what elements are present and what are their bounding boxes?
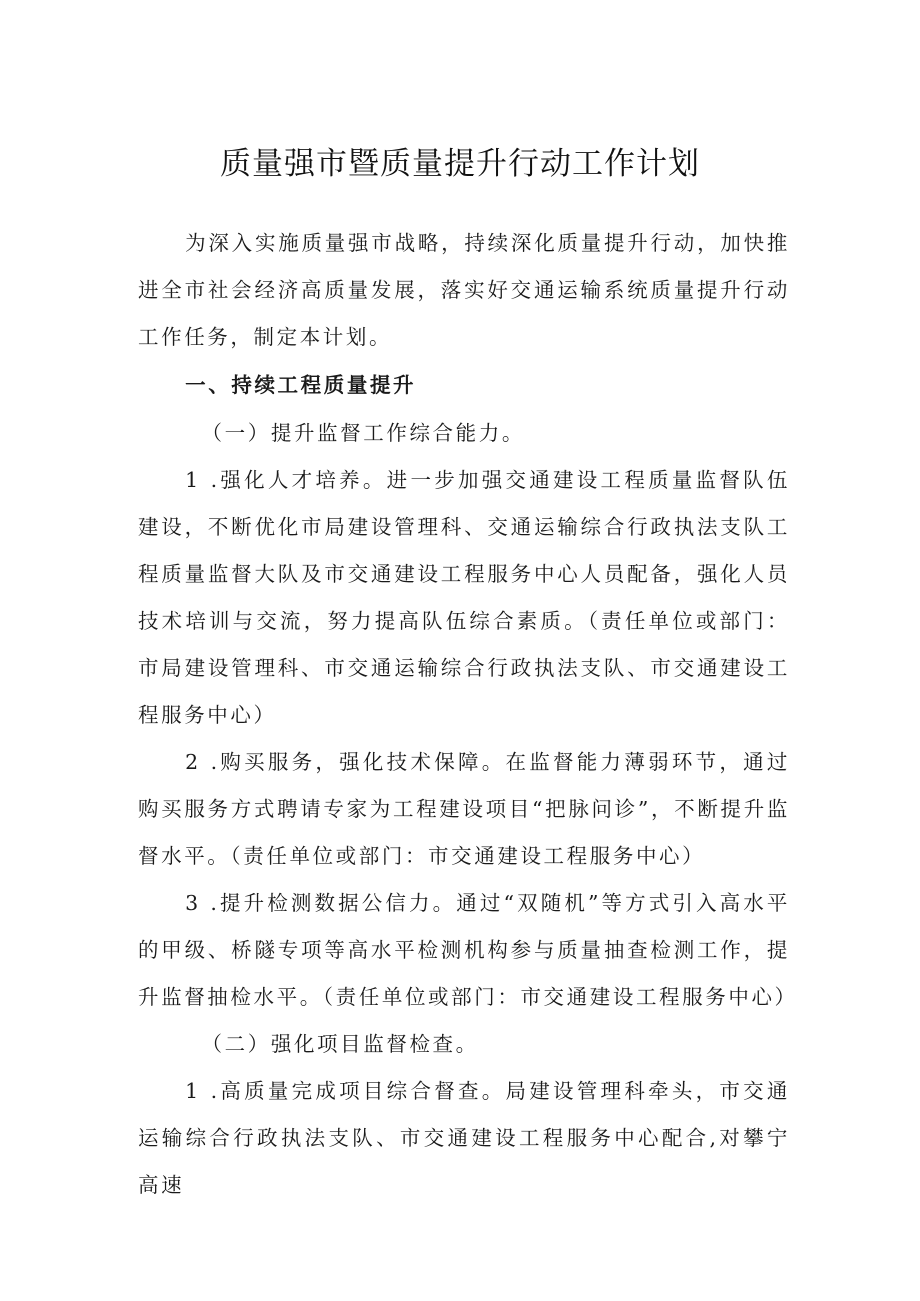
paragraph-item-1-3: 3 .提升检测数据公信力。通过“双随机”等方式引入高水平的甲级、桥隧专项等高水平检测机构参与质量抽查检测工作，提升监督抽检水平。（责任单位或部门：市交通建设工程服务中心）	[138, 891, 798, 1009]
document-title: 质量强市暨质量提升行动工作计划	[220, 146, 700, 182]
document-body	[138, 220, 798, 1209]
paragraph-item-2-1: 1 .高质量完成项目综合督查。局建设管理科牵头，市交通运输综合行政执法支队、市交通建设工程服务中心配合,对攀宁高速	[138, 1079, 790, 1197]
subsection-heading-1: （一）提升监督工作综合能力。	[201, 421, 525, 445]
intro-paragraph: 为深入实施质量强市战略，持续深化质量提升行动，加快推进全市社会经济高质量发展，落实好交通运输系统质量提升行动工作任务，制定本计划。	[138, 231, 790, 349]
section-heading-1: 一、持续工程质量提升	[185, 373, 417, 397]
paragraph-item-1-2: 2 .购买服务，强化技术保障。在监督能力薄弱环节，通过购买服务方式聘请专家为工程建设项目“把脉问诊”，不断提升监督水平。（责任单位或部门：市交通建设工程服务中心）	[138, 750, 790, 868]
subsection-heading-2: （二）强化项目监督检查。	[201, 1032, 479, 1056]
paragraph-item-1-1: 1 .强化人才培养。进一步加强交通建设工程质量监督队伍建设，不断优化市局建设管理科、交通运输综合行政执法支队工程质量监督大队及市交通建设工程服务中心人员配备，强化人员技术培训与交流，努力提高队伍综合素质。（责任单位或部门：市局建设管理科、市交通运输综合行政执法支队、市交通建设工程服务中心）	[138, 468, 790, 727]
